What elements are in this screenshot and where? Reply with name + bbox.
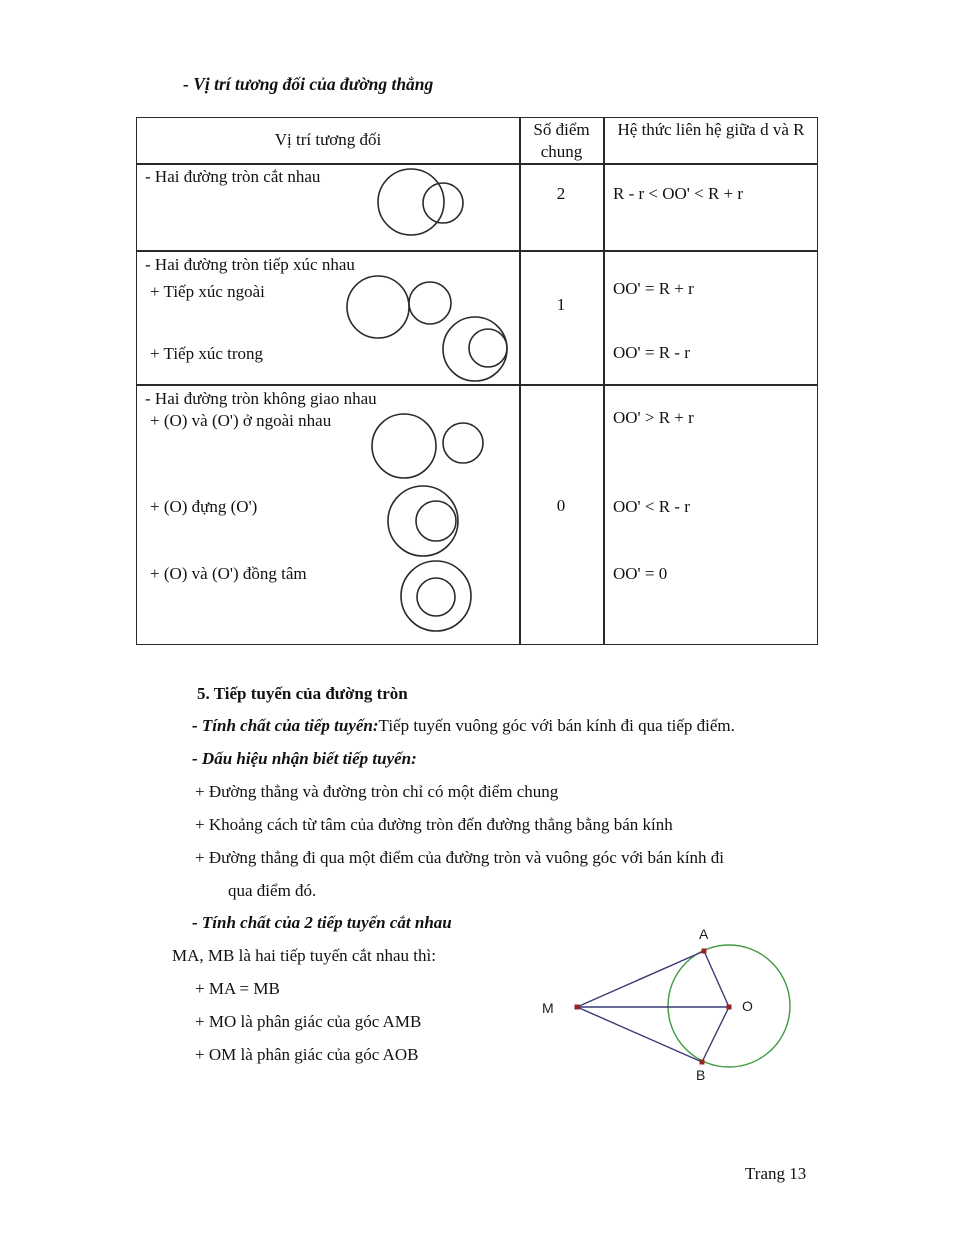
row1-label: - Hai đường tròn cắt nhau [145, 167, 321, 186]
row3-relation-outside: OO' > R + r [613, 408, 694, 427]
row3-sublabel-outside: + (O) và (O') ở ngoài nhau [150, 411, 332, 430]
label-A: A [699, 926, 709, 942]
table-row-divider [137, 163, 817, 165]
point-O [727, 1005, 732, 1010]
table-column-divider [603, 118, 605, 644]
tangent-lines-figure [530, 918, 830, 1093]
segment-MB [577, 1007, 702, 1062]
point-M [575, 1005, 580, 1010]
separate-circles-icon [372, 414, 483, 478]
table-row-divider [137, 250, 817, 252]
internally-tangent-circles-icon [443, 317, 507, 381]
section-heading: 5. Tiếp tuyến của đường tròn [197, 684, 408, 703]
label-M: M [542, 1000, 554, 1016]
segment-AO [704, 951, 729, 1007]
circle-positions-table [136, 117, 818, 645]
tangent-segments [577, 951, 729, 1062]
concentric-circles-icon [401, 561, 471, 631]
row2-relation-internal: OO' = R - r [613, 343, 690, 362]
table-header-position: Vị trí tương đối [274, 130, 382, 149]
row1-relation: R - r < OO' < R + r [613, 184, 744, 203]
row2-sublabel-external: + Tiếp xúc ngoài [150, 282, 265, 301]
two-tangents-label: - Tính chất của 2 tiếp tuyến cắt nhau [192, 913, 452, 932]
row2-count: 1 [556, 295, 566, 314]
contained-circles-icon [388, 486, 458, 556]
tangent-sign-2: + Khoảng cách từ tâm của đường tròn đến đường thẳng bằng bán kính [195, 815, 673, 834]
label-O: O [742, 998, 753, 1014]
segment-BO [702, 1007, 729, 1062]
two-tangents-prop-3: + OM là phân giác của góc AOB [195, 1045, 419, 1064]
table-header-relation: Hệ thức liên hệ giữa d và R [617, 120, 805, 139]
row2-label: - Hai đường tròn tiếp xúc nhau [145, 255, 355, 274]
tangent-sign-label: - Dấu hiệu nhận biết tiếp tuyến: [192, 749, 417, 768]
two-tangents-prop-1: + MA = MB [195, 979, 280, 998]
row2-relation-external: OO' = R + r [613, 279, 694, 298]
tangent-sign-1: + Đường thẳng và đường tròn chỉ có một điểm chung [195, 782, 559, 801]
table-header-common-points: Số điểm chung [533, 120, 590, 161]
two-tangents-prop-2: + MO là phân giác của góc AMB [195, 1012, 422, 1031]
externally-tangent-circles-icon [347, 276, 451, 338]
point-A [702, 949, 707, 954]
label-B: B [696, 1067, 706, 1083]
row3-relation-contains: OO' < R - r [613, 497, 690, 516]
intersecting-circles-icon [378, 169, 463, 235]
segment-MA [577, 951, 704, 1007]
tangent-sign-3-cont: qua điểm đó. [228, 881, 317, 900]
row3-sublabel-concentric: + (O) và (O') đồng tâm [150, 564, 307, 583]
table-row-divider [137, 384, 817, 386]
tangent-property-line [192, 716, 735, 736]
row3-sublabel-contains: + (O) đựng (O') [150, 497, 258, 516]
tangent-property-label: - Tính chất của tiếp tuyến: [192, 716, 379, 735]
row3-relation-concentric: OO' = 0 [613, 564, 668, 583]
point-B [700, 1060, 705, 1065]
row2-sublabel-internal: + Tiếp xúc trong [150, 344, 264, 363]
page-title: - Vị trí tương đối của đường thẳng [183, 74, 434, 94]
two-tangents-intro: MA, MB là hai tiếp tuyến cắt nhau thì: [172, 946, 436, 965]
tangent-property-text: Tiếp tuyến vuông góc với bán kính đi qua tiếp điểm. [378, 716, 735, 735]
tangent-sign-3: + Đường thẳng đi qua một điểm của đường tròn và vuông góc với bán kính đi [195, 848, 725, 867]
row1-count: 2 [556, 184, 566, 203]
page-number: Trang 13 [745, 1164, 807, 1183]
row3-label: - Hai đường tròn không giao nhau [145, 389, 377, 408]
row3-count: 0 [556, 496, 566, 515]
